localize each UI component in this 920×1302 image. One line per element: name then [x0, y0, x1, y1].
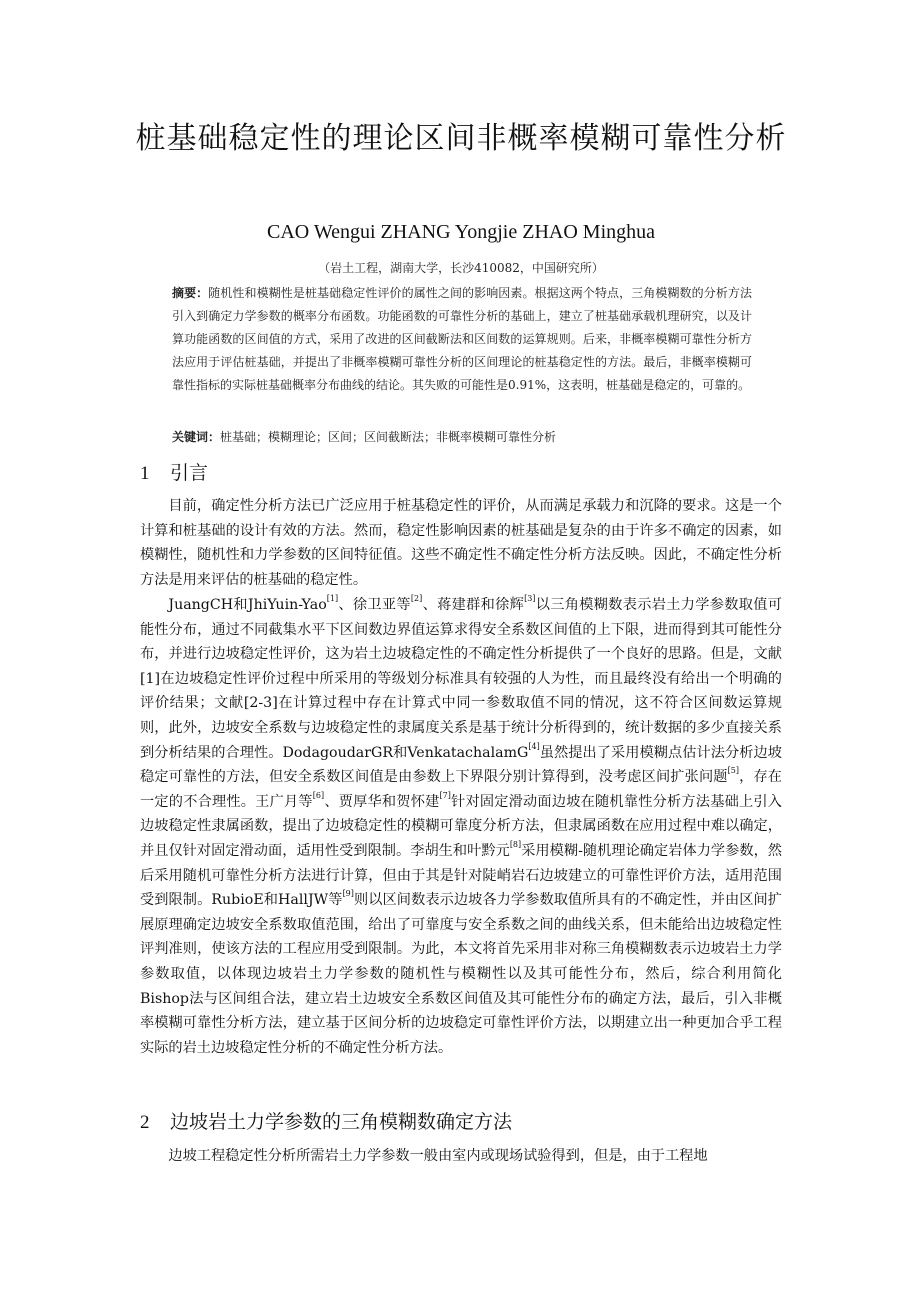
citation-ref: [5] [727, 766, 739, 776]
paragraph-3 [140, 1144, 782, 1169]
paragraph-segment: ，存在一定的不合理性。王广月等 [140, 769, 782, 810]
citation-ref: [3] [524, 594, 536, 603]
section-number: 1 [140, 463, 150, 484]
keywords-text: 桩基础；模糊理论；区间；区间截断法；非概率模糊可靠性分析 [220, 430, 557, 444]
section-title: 引言 [170, 462, 209, 484]
citation-ref: [8] [509, 839, 522, 849]
citation-ref: [6] [312, 790, 325, 800]
section-title: 边坡岩土力学参数的三角模糊数确定方法 [170, 1111, 513, 1133]
citation-ref: [7] [439, 790, 451, 800]
paragraph-segment: 、徐卫亚等 [338, 597, 411, 613]
paragraph-segment: 、贾厚华和贺怀建 [324, 793, 440, 810]
section-heading-1 [140, 459, 208, 488]
keywords [172, 426, 752, 448]
affiliation: （岩土工程，湖南大学，长沙410082，中国研究所） [318, 261, 604, 275]
section-number: 2 [140, 1112, 150, 1133]
paragraph-segment: JuangCH和JhiYuin-Yao [168, 597, 327, 613]
paragraph-2 [140, 593, 782, 1060]
abstract-text: 随机性和模糊性是桩基础稳定性评价的属性之间的影响因素。根据这两个特点，三角模糊数的分析方法引入到确定力学参数的概率分布函数。功能函数的可靠性分析的基础上，建立了桩基础承载机理研究，以及计算功能函数的区间值的方式，采用了改进的区间截断法和区间数的运算规则。后来，非概率模糊可靠性分析方法应用于评估桩基础，并提出了非概率模糊可靠性分析的区间理论的桩基稳定性的方法。最后，非概率模糊可靠性指标的实际桩基础概率分布曲线的结论。其失败的可能性是0.91%，这表明，桩基础是稳定的，可靠的。 [172, 286, 752, 392]
citation-ref: [4] [528, 741, 540, 751]
abstract [172, 282, 752, 397]
paragraph-text [140, 593, 782, 1060]
paragraph-text: 边坡工程稳定性分析所需岩土力学参数一般由室内或现场试验得到，但是，由于工程地 [168, 1148, 708, 1164]
abstract-label: 摘要： [172, 286, 209, 300]
keywords-label: 关键词： [172, 430, 221, 444]
citation-ref: [2] [410, 594, 423, 603]
paragraph-segment: 则以区间数表示边坡各力学参数取值所具有的不确定性，并由区间扩展原理确定边坡安全系数取值范围，给出了可靠度与安全系数之间的曲线关系，但未能给出边坡稳定性评判准则，使该方法的工程应用受到限制。为此，本文将首先采用非对称三角模糊数表示边坡岩土力学参数取值，以体现边坡岩土力学参数的随机性与模糊性以及其可能性分布，然后，综合利用简化Bishop法与区间组合法，建立岩土边坡安全系数区间值及其可能性分布的确定方法，最后，引入非概率模糊可靠性分析方法，建立基于区间分析的边坡稳定可靠性评价方法，以期建立出一种更加合乎工程实际的岩土边坡稳定性分析的不确定性分析方法。 [140, 892, 782, 1056]
paragraph-segment: 、蒋建群和徐辉 [422, 597, 525, 613]
paragraph-segment: 虽然提出了采用模糊点估计法分析边坡稳定可靠性的方法，但安全系数区间值是由参数上下界限分别计算得到，没考虑区间扩张问题 [140, 744, 782, 786]
citation-ref: [1] [326, 594, 339, 603]
paper-title: 桩基础稳定性的理论区间非概率模糊可靠性分析 [135, 121, 787, 156]
paragraph-segment: 针对固定滑动面边坡在随机靠性分析方法基础上引入边坡稳定性隶属函数，提出了边坡稳定性的模糊可靠度分析方法，但隶属函数在应用过程中难以确定，并且仅针对固定滑动面，适用性受到限制。李胡生和叶黔元 [140, 793, 782, 859]
paragraph-segment: 以三角模糊数表示岩土力学参数取值可能性分布，通过不同截集水平下区间数边界值运算求得安全系数区间值的上下限，进而得到其可能性分布，并进行边坡稳定性评价，这为岩土边坡稳定性的不确定性分析提供了一个良好的思路。但是，文献[1]在边坡稳定性评价过程中所采用的等级划分标准具有较强的人为性，而且最终没有给出一个明确的评价结果；文献[2-3]在计算过程中存在计算式中同一参数取值不同的情况，这不符合区间数运算规则，此外，边坡安全系数与边坡稳定性的隶属度关系是基于统计分析得到的，统计数据的多少直接关系到分析结果的合理性。DodagoudarGR和VenkatachalamG [140, 597, 782, 761]
citation-ref: [9] [342, 889, 354, 899]
paragraph-1 [140, 494, 782, 592]
section-heading-2 [140, 1108, 512, 1137]
paragraph-text: 目前，确定性分析方法已广泛应用于桩基稳定性的评价，从而满足承载力和沉降的要求。这是一个计算和桩基础的设计有效的方法。然而，稳定性影响因素的桩基础是复杂的由于许多不确定的因素，如模糊性，随机性和力学参数的区间特征值。这些不确定性不确定性分析方法反映。因此，不确定性分析方法是用来评估的桩基础的稳定性。 [140, 498, 782, 588]
author-list: CAO Wengui ZHANG Yongjie ZHAO Minghua [266, 221, 656, 243]
paragraph-segment: 采用模糊-随机理论确定岩体力学参数，然后采用随机可靠性分析方法进行计算，但由于其是针对陡峭岩石边坡建立的可靠性评价方法，适用范围受到限制。RubioE和HallJW等 [140, 842, 782, 909]
